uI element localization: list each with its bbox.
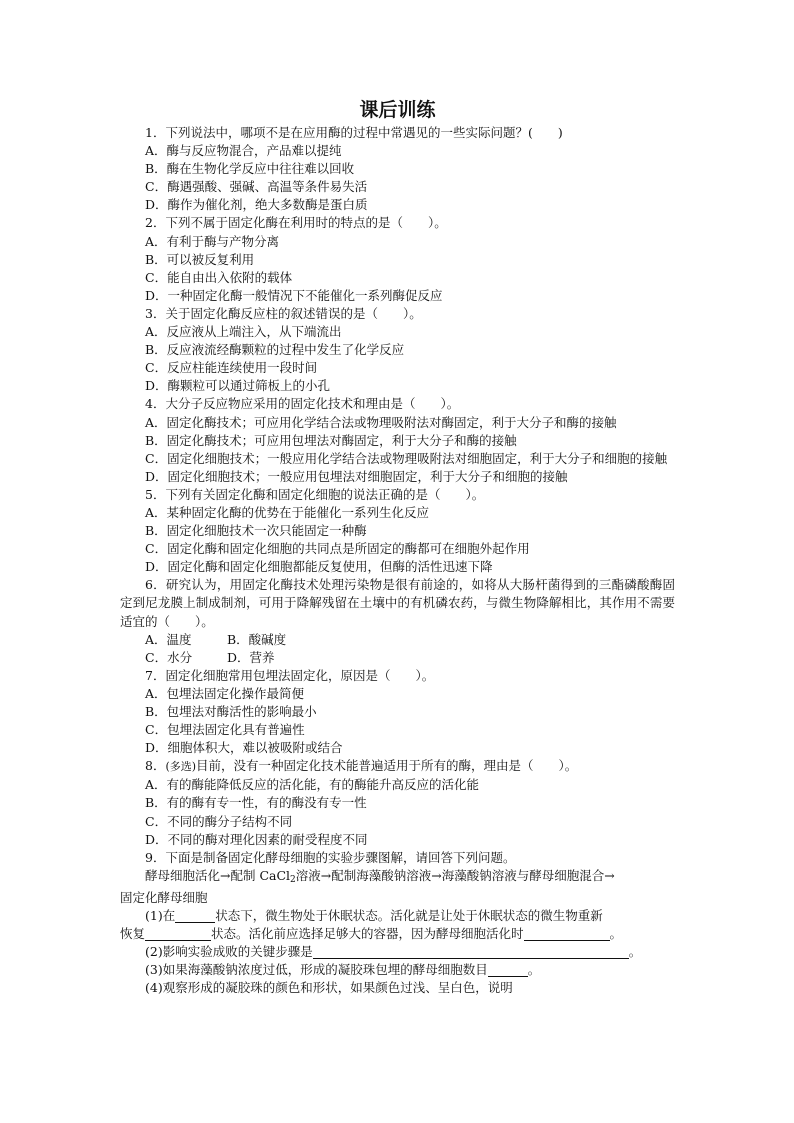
q9-part-3 (120, 961, 675, 979)
q9-part-4: (4)观察形成的凝胶珠的颜色和形状，如果颜色过浅、呈白色，说明 (145, 980, 513, 996)
q9-p2-blank[interactable] (313, 944, 629, 959)
q7-option-c: C．包埋法固定化具有普遍性 (145, 722, 305, 738)
question-2-stem: 2．下列不属于固定化酶在利用时的特点的是（ ）。 (145, 215, 447, 231)
q7-option-d: D．细胞体积大，难以被吸附或结合 (145, 740, 343, 756)
q6-option-d: D．营养 (227, 649, 275, 665)
q9-p3-blank[interactable] (488, 962, 528, 977)
q6-option-c: C．水分 (145, 649, 193, 665)
q6-option-b: B．酸碱度 (227, 631, 287, 647)
q3-option-d: D．酶颗粒可以通过筛板上的小孔 (145, 378, 331, 394)
q9-part-1-line-1 (120, 907, 675, 925)
q1-option-a: A．酶与反应物混合，产品难以提纯 (145, 143, 342, 159)
q8-option-d: D．不同的酶对理化因素的耐受程度不同 (145, 831, 368, 847)
question-4-stem: 4．大分子反应物应采用的固定化技术和理由是（ ）。 (145, 396, 460, 412)
q5-option-b: B．固定化细胞技术一次只能固定一种酶 (145, 523, 367, 539)
q1-option-d: D．酶作为催化剂，绝大多数酶是蛋白质 (145, 197, 368, 213)
page-title: 课后训练 (359, 99, 436, 121)
q8-option-b: B．有的酶有专一性，有的酶没有专一性 (145, 795, 367, 811)
q9-p1-blank-3[interactable] (524, 926, 610, 941)
q8-number: 8． (145, 758, 166, 774)
q5-option-a: A．某种固定化酶的优势在于能催化一系列生化反应 (145, 504, 430, 520)
question-6-stem: 6．研究认为，用固定化酶技术处理污染物是很有前途的，如将从大肠杆菌得到的三酯磷酸酶固定到尼龙膜上制成制剂，可用于降解残留在土壤中的有机磷农药，与微生物降解相比，其作用不需要适宜的（ ）。 (120, 577, 675, 629)
q2-option-c: C．能自由出入依附的载体 (145, 269, 293, 285)
q9-flow-text-a: 酵母细胞活化→配制 CaCl (145, 867, 291, 883)
q4-option-c: C．固定化细胞技术；一般应用化学结合法或物理吸附法对细胞固定，利于大分子和细胞的接触 (145, 450, 668, 466)
q1-option-c: C．酶遇强酸、强碱、高温等条件易失活 (145, 179, 368, 195)
question-7-stem: 7．固定化细胞常用包埋法固定化，原因是（ ）。 (145, 667, 435, 683)
q2-option-b: B．可以被反复利用 (145, 251, 255, 267)
q6-option-a: A．温度 (145, 631, 192, 647)
q6-options-row-2 (120, 649, 675, 667)
q7-option-b: B．包埋法对酶活性的影响最小 (145, 704, 317, 719)
q3-option-a: A．反应液从上端注入，从下端流出 (145, 324, 342, 340)
question-1-stem: 1．下列说法中，哪项不是在应用酶的过程中常遇见的一些实际问题？( ) (145, 125, 563, 140)
q9-flow-line-2: 固定化酵母细胞 (120, 889, 208, 905)
q3-option-b: B．反应液流经酶颗粒的过程中发生了化学反应 (145, 342, 405, 358)
question-5-stem: 5．下列有关固定化酶和固定化细胞的说法正确的是（ ）。 (145, 486, 485, 502)
q5-option-d: D．固定化酶和固定化细胞都能反复使用，但酶的活性迅速下降 (145, 559, 493, 575)
q8-option-a: A．有的酶能降低反应的活化能，有的酶能升高反应的活化能 (145, 777, 480, 793)
q4-option-b: B．固定化酶技术；可应用包埋法对酶固定，利于大分子和酶的接触 (145, 432, 517, 448)
q9-p1-text-d: 状态。活化前应选择足够大的容器，因为酵母细胞活化时 (211, 926, 524, 942)
q8-stem-text: 目前，没有一种固定化技术能普遍适用于所有的酶，理由是（ ）。 (196, 758, 578, 774)
question-9-stem: 9．下面是制备固定化酵母细胞的实验步骤图解，请回答下列问题。 (145, 849, 516, 865)
q9-p1-text-b: 状态下，微生物处于休眠状态。活化就是让处于休眠状态的微生物重新 (215, 908, 603, 924)
document-page (120, 96, 675, 998)
q9-flow-text-b: 溶液→配制海藻酸钠溶液→海藻酸钠溶液与酵母细胞混合→ (295, 867, 615, 883)
q2-option-a: A．有利于酶与产物分离 (145, 233, 280, 249)
q9-flow-subscript: 2 (290, 874, 296, 885)
q9-flow-line-1 (120, 867, 675, 889)
q4-option-a: A．固定化酶技术；可应用化学结合法或物理吸附法对酶固定，利于大分子和酶的接触 (145, 414, 617, 430)
q8-option-c: C．不同的酶分子结构不同 (145, 813, 293, 829)
q9-p1-blank-1[interactable] (175, 908, 215, 923)
q8-multi-select-tag: (多选) (165, 760, 197, 774)
q7-option-a: A．包埋法固定化操作最简便 (145, 685, 305, 701)
q9-p3-text-a: (3)如果海藻酸钠浓度过低，形成的凝胶珠包埋的酵母细胞数目 (145, 962, 488, 978)
q9-part-2 (120, 943, 675, 961)
q3-option-c: C．反应柱能连续使用一段时间 (145, 360, 318, 376)
question-3-stem: 3．关于固定化酶反应柱的叙述错误的是（ ）。 (145, 305, 422, 321)
q9-p2-text-a: (2)影响实验成败的关键步骤是 (145, 944, 313, 960)
q4-option-d: D．固定化细胞技术；一般应用包埋法对细胞固定，利于大分子和细胞的接触 (145, 468, 568, 484)
q9-p1-text-e: 。 (609, 926, 623, 942)
q9-part-1-line-2 (120, 925, 675, 943)
q2-option-d: D．一种固定化酶一般情况下不能催化一系列酶促反应 (145, 287, 443, 303)
q5-option-c: C．固定化酶和固定化细胞的共同点是所固定的酶都可在细胞外起作用 (145, 541, 530, 557)
q6-options-row-1 (120, 631, 675, 649)
q9-p3-text-b: 。 (527, 962, 541, 978)
q1-option-b: B．酶在生物化学反应中往往难以回收 (145, 161, 355, 177)
q9-p1-text-a: (1)在 (145, 908, 176, 924)
q9-p1-blank-2[interactable] (145, 926, 211, 941)
q9-p1-text-c: 恢复 (120, 926, 146, 942)
question-8-stem (120, 757, 675, 776)
q9-p2-text-b: 。 (628, 944, 642, 960)
